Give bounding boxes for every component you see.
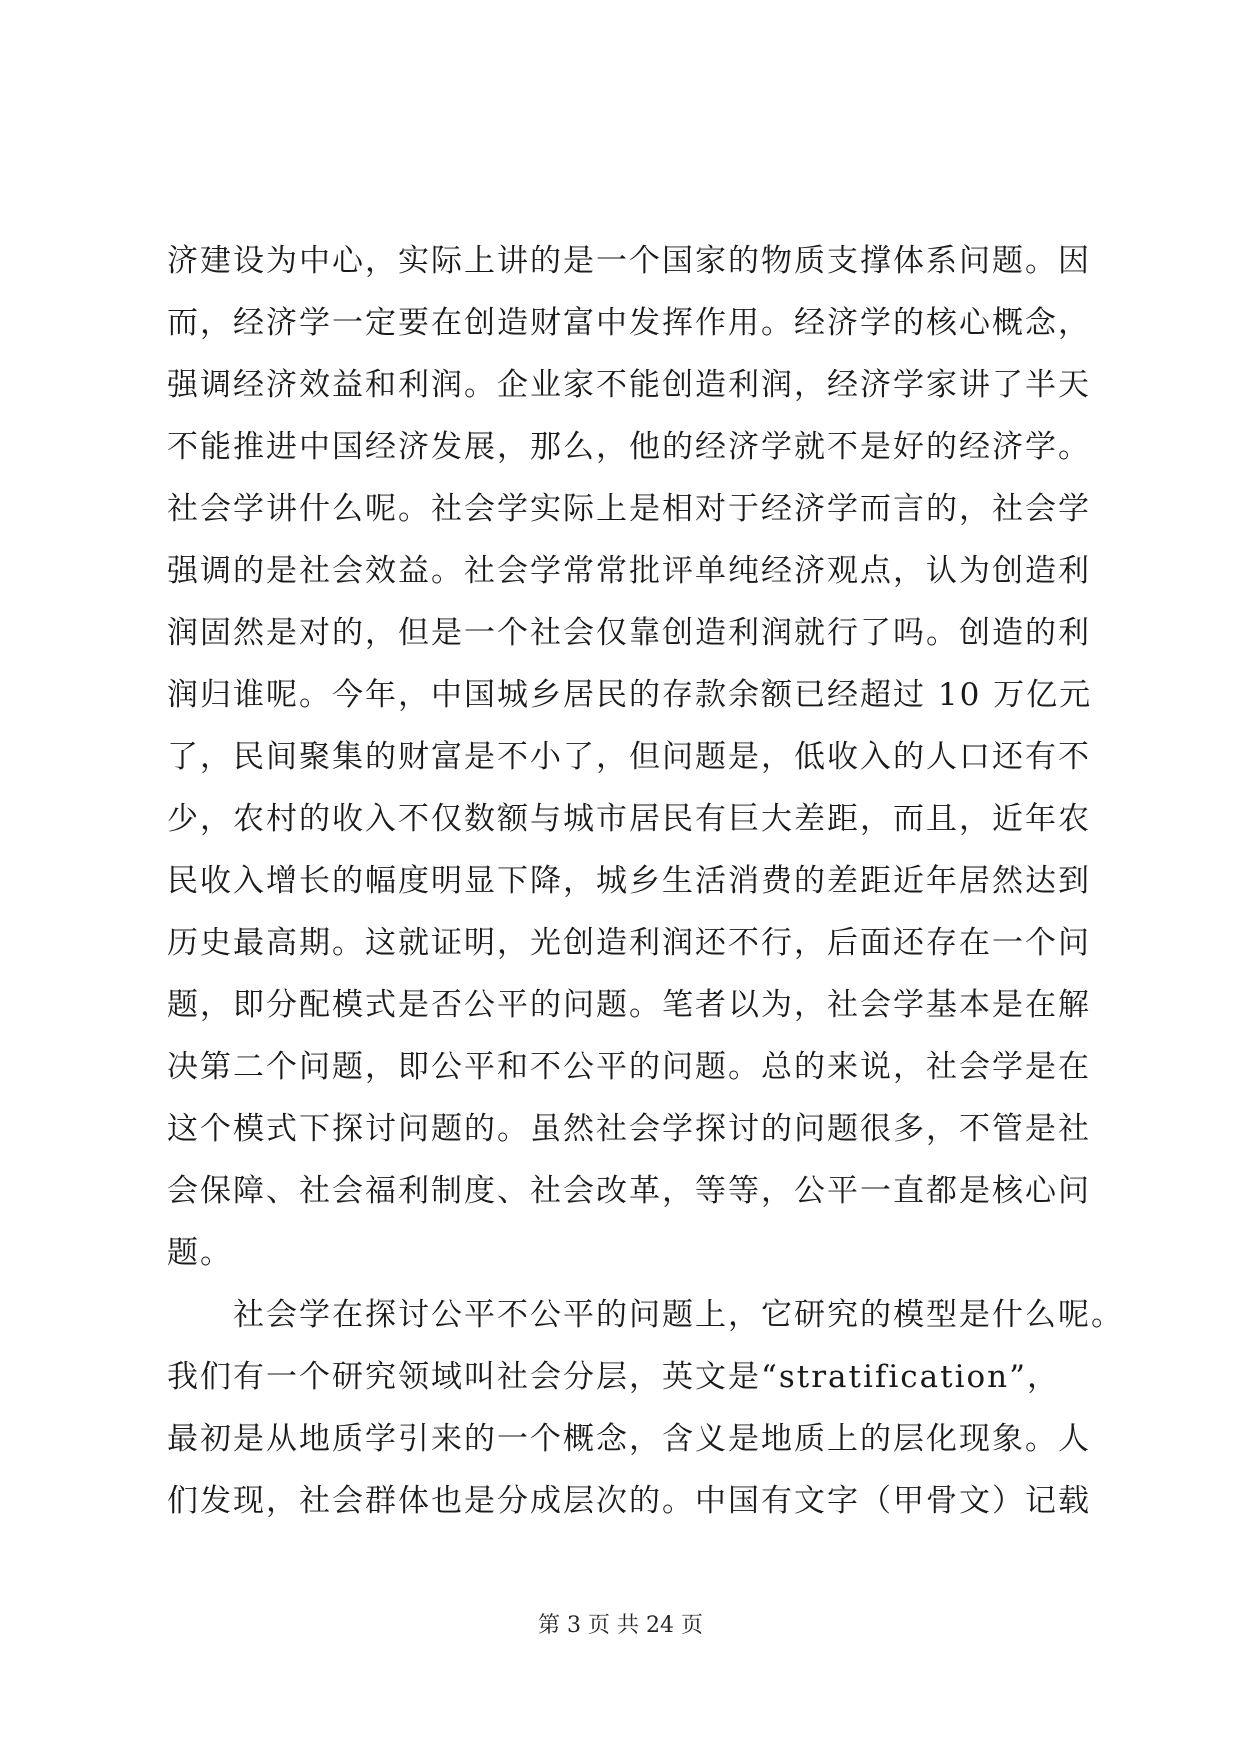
page-number: 第 3 页 共 24 页 <box>538 1613 703 1638</box>
text-line: 民收入增长的幅度明显下降，城乡生活消费的差距近年居然达到 <box>167 863 1091 899</box>
text-line: 了，民间聚集的财富是不小了，但问题是，低收入的人口还有不 <box>167 739 1091 775</box>
text-line: 润固然是对的，但是一个社会仅靠创造利润就行了吗。创造的利 <box>167 615 1091 651</box>
text-line: 题。 <box>167 1235 233 1271</box>
text-line: 题，即分配模式是否公平的问题。笔者以为，社会学基本是在解 <box>167 987 1091 1023</box>
text-line: 强调经济效益和利润。企业家不能创造利润，经济学家讲了半天 <box>167 367 1091 403</box>
text-line: 润归谁呢。今年，中国城乡居民的存款余额已经超过 10 万亿元 <box>167 677 1093 713</box>
text-line: 社会学在探讨公平不公平的问题上，它研究的模型是什么呢。 <box>167 1297 1124 1333</box>
page-footer <box>0 1608 1241 1639</box>
text-line: 历史最高期。这就证明，光创造利润还不行，后面还存在一个问 <box>167 925 1091 961</box>
body-text <box>167 230 1124 1532</box>
text-line: 少，农村的收入不仅数额与城市居民有巨大差距，而且，近年农 <box>167 801 1091 837</box>
text-line: 们发现，社会群体也是分成层次的。中国有文字（甲骨文）记载 <box>167 1483 1091 1519</box>
text-line: 这个模式下探讨问题的。虽然社会学探讨的问题很多，不管是社 <box>167 1111 1091 1147</box>
text-line: 不能推进中国经济发展，那么，他的经济学就不是好的经济学。 <box>167 429 1091 465</box>
text-line: 会保障、社会福利制度、社会改革，等等，公平一直都是核心问 <box>167 1173 1091 1209</box>
text-line: 济建设为中心，实际上讲的是一个国家的物质支撑体系问题。因 <box>167 243 1091 279</box>
text-line: 最初是从地质学引来的一个概念，含义是地质上的层化现象。人 <box>167 1421 1091 1457</box>
text-line: 决第二个问题，即公平和不公平的问题。总的来说，社会学是在 <box>167 1049 1091 1085</box>
text-line: 社会学讲什么呢。社会学实际上是相对于经济学而言的，社会学 <box>167 491 1091 527</box>
text-line: 我们有一个研究领域叫社会分层，英文是“stratification”， <box>167 1359 1060 1395</box>
text-line: 强调的是社会效益。社会学常常批评单纯经济观点，认为创造利 <box>167 553 1091 589</box>
text-line: 而，经济学一定要在创造财富中发挥作用。经济学的核心概念， <box>167 305 1091 341</box>
